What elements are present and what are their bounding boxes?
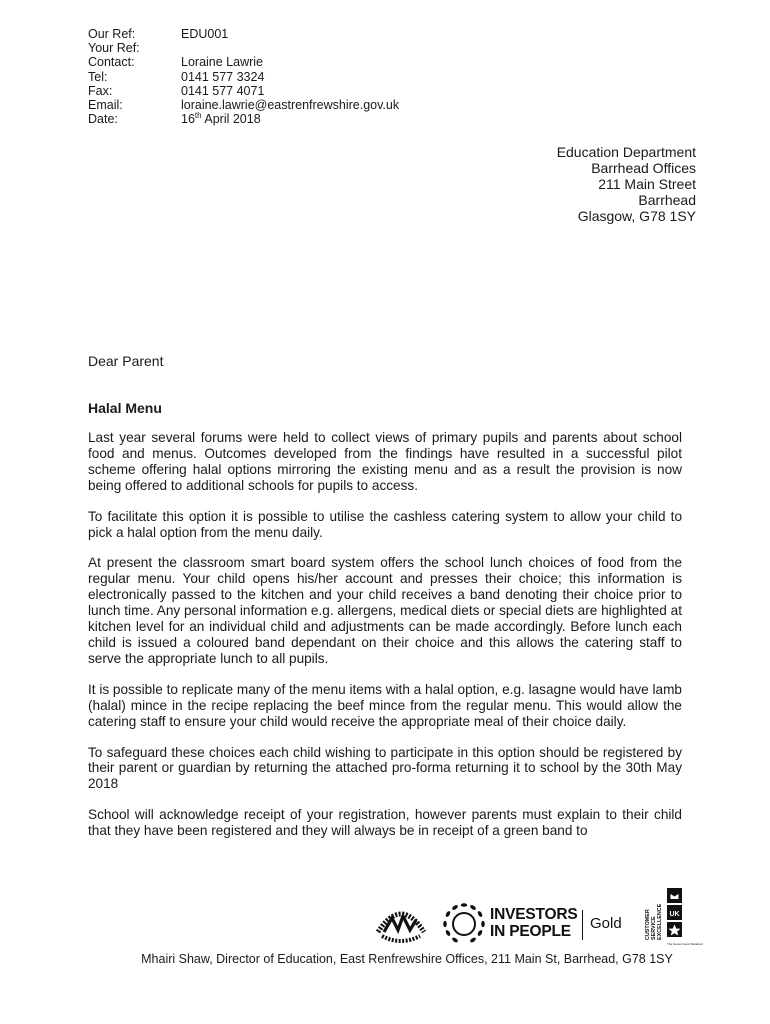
ref-row-date	[88, 112, 399, 126]
ref-value: Loraine Lawrie	[181, 55, 263, 70]
salutation: Dear Parent	[88, 353, 164, 369]
cse-uk-label: UK	[669, 911, 680, 918]
body-paragraph: Last year several forums were held to collect views of primary pupils and parents about school food and menus. Outcomes developed from the findings have resulted in a successful pilot scheme offering halal options mirroring the existing menu and as a result the provision is now being offered to additional schools for pupils to access.	[88, 430, 682, 493]
department-address	[557, 145, 696, 225]
positive-about-disabled-people-logo	[372, 902, 430, 944]
address-line: Barrhead	[638, 191, 696, 208]
ref-label: Our Ref:	[88, 27, 136, 41]
ref-label: Contact:	[88, 55, 135, 70]
ref-label: Date:	[88, 112, 118, 127]
ref-row-our-ref	[88, 27, 399, 41]
body-paragraph: School will acknowledge receipt of your registration, however parents must explain to their child that they have been registered and they will always be in receipt of a green band to	[88, 807, 682, 839]
ref-row-email	[88, 98, 399, 112]
ref-label: Your Ref:	[88, 41, 140, 56]
ref-label: Email:	[88, 98, 123, 113]
svg-text:The Government Standard: The Government Standard	[667, 942, 703, 946]
body-paragraph: To safeguard these choices each child wishing to participate in this option should be registered by their parent or guardian by returning the attached pro-forma returning it to school by the 30th May 2018	[88, 744, 682, 792]
customer-service-excellence-logo	[642, 886, 703, 948]
body-paragraph: It is possible to replicate many of the menu items with a halal option, e.g. lasagne would have lamb (halal) mince in the recipe replacing the beef mince from the regular menu. This would allow the catering staff to ensure your child would receive the appropriate meal of their choice daily.	[88, 681, 682, 729]
letter-footer: Mhairi Shaw, Director of Education, East Renfrewshire Offices, 211 Main St, Barrhead, G78 1SY	[141, 952, 673, 966]
body-paragraph: To facilitate this option it is possible to utilise the cashless catering system to allow your child to pick a halal option from the menu daily.	[88, 508, 682, 540]
address-line: 211 Main Street	[598, 175, 696, 192]
letter-date	[181, 112, 261, 126]
date-rest: April 2018	[201, 112, 261, 127]
letter-subject: Halal Menu	[88, 400, 162, 416]
investors-in-people-wreath-icon	[442, 902, 486, 946]
ref-row-your-ref	[88, 41, 399, 55]
address-line: Glasgow, G78 1SY	[577, 207, 696, 224]
svg-text:EXCELLENCE: EXCELLENCE	[657, 903, 663, 940]
letter-body	[88, 430, 682, 854]
iip-line-2: IN PEOPLE	[490, 923, 571, 940]
address-line: Education Department	[556, 144, 696, 160]
date-suffix: th	[194, 111, 202, 121]
email-address[interactable]: loraine.lawrie@eastrenfrewshire.gov.uk	[181, 98, 400, 113]
ref-value: 0141 577 3324	[181, 69, 265, 84]
ref-value: EDU001	[181, 27, 229, 41]
ref-value: 0141 577 4071	[181, 83, 265, 98]
iip-gold-level: Gold	[590, 915, 622, 932]
svg-text:SERVICE: SERVICE	[651, 916, 657, 940]
ref-row-tel	[88, 70, 399, 84]
date-day: 16	[181, 112, 195, 127]
ref-label: Tel:	[88, 69, 108, 84]
reference-block	[88, 27, 399, 126]
address-line: Barrhead Offices	[591, 159, 696, 176]
iip-line-1: INVESTORS	[490, 906, 578, 923]
investors-in-people-wordmark	[490, 906, 578, 940]
accreditation-logos	[372, 884, 703, 950]
logo-divider	[582, 910, 583, 940]
svg-text:CUSTOMER: CUSTOMER	[645, 909, 651, 940]
ref-row-fax	[88, 84, 399, 98]
ref-label: Fax:	[88, 83, 113, 98]
body-paragraph: At present the classroom smart board system offers the school lunch choices of food from the regular menu. Your child opens his/her account and presses their choice; this information is electronically passed to the kitchen and your child receives a band denoting their choice prior to lunch time. Any personal information e.g. allergens, medical diets or special diets are highlighted at kitchen level for an individual child and adjustments can be made accordingly. Before lunch each child is issued a coloured band dependant on their choice and this allows the catering staff to serve the appropriate lunch to all pupils.	[88, 555, 682, 666]
ref-row-contact	[88, 55, 399, 69]
